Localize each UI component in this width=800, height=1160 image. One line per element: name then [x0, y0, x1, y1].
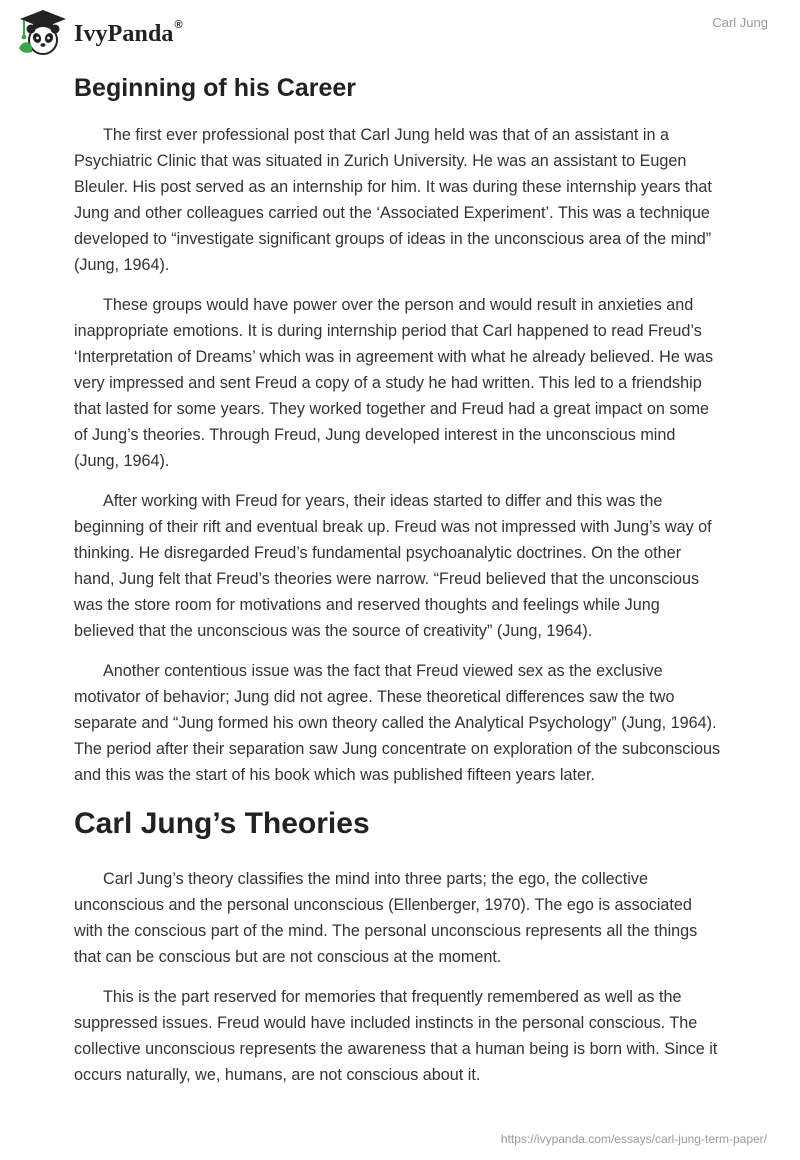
essay-content: [74, 70, 724, 1102]
page-header: [0, 0, 800, 70]
brand-name: IvyPanda®: [74, 18, 183, 47]
running-title: Carl Jung: [712, 15, 768, 30]
panda-graduate-icon: [16, 8, 70, 56]
paragraph: These groups would have power over the person and would result in anxieties and inappropriate emotions. It is during internship period that Carl happened to read Freud’s ‘Interpretation of Dreams’ which was in agreement with what he already believed. He was very impressed and sent Freud a copy of a study he had written. This led to a friendship that lasted for some years. They worked together and Freud had a great impact on some of Jung’s theories. Through Freud, Jung developed interest in the unconscious mind (Jung, 1964).: [74, 296, 714, 470]
paragraph: The first ever professional post that Carl Jung held was that of an assistant in a Psychiatric Clinic that was situated in Zurich University. He was an assistant to Eugen Bleuler. His post served as an internship for him. It was during these internship years that Jung and other colleagues carried out the ‘Associated Experiment’. This was a technique developed to “investigate significant groups of ideas in the unconscious area of the mind” (Jung, 1964).: [74, 126, 712, 274]
paragraph: This is the part reserved for memories that frequently remembered as well as the suppressed issues. Freud would have included instincts in the personal conscious. The collective unconscious represents the awareness that a human being is born with. Since it occurs naturally, we, humans, are not conscious about it.: [74, 988, 718, 1084]
paragraph: Another contentious issue was the fact that Freud viewed sex as the exclusive motivator of behavior; Jung did not agree. These theoretical differences saw the two separate and “Jung formed his own theory called the Analytical Psychology” (Jung, 1964). The period after their separation saw Jung concentrate on exploration of the subconscious and this was the start of his book which was published fifteen years later.: [74, 662, 721, 784]
ivypanda-logo[interactable]: [16, 8, 183, 56]
section-heading-career: Beginning of his Career: [74, 74, 356, 102]
paragraph: Carl Jung’s theory classifies the mind into three parts; the ego, the collective unconscious and the personal unconscious (Ellenberger, 1970). The ego is associated with the conscious part of the mind. The personal unconscious represents all the things that can be conscious but are not conscious at the moment.: [74, 870, 698, 966]
registered-mark: ®: [174, 18, 183, 31]
source-url[interactable]: https://ivypanda.com/essays/carl-jung-term-paper/: [500, 1132, 767, 1146]
section-heading-theories: Carl Jung’s Theories: [74, 807, 370, 840]
paragraph: After working with Freud for years, their ideas started to differ and this was the beginning of their rift and eventual break up. Freud was not impressed with Jung’s way of thinking. He disregarded Freud’s fundamental psychoanalytic doctrines. On the other hand, Jung felt that Freud’s theories were narrow. “Freud believed that the unconscious was the store room for motivations and reserved thoughts and feelings while Jung believed that the unconscious was the source of creativity” (Jung, 1964).: [74, 492, 712, 640]
